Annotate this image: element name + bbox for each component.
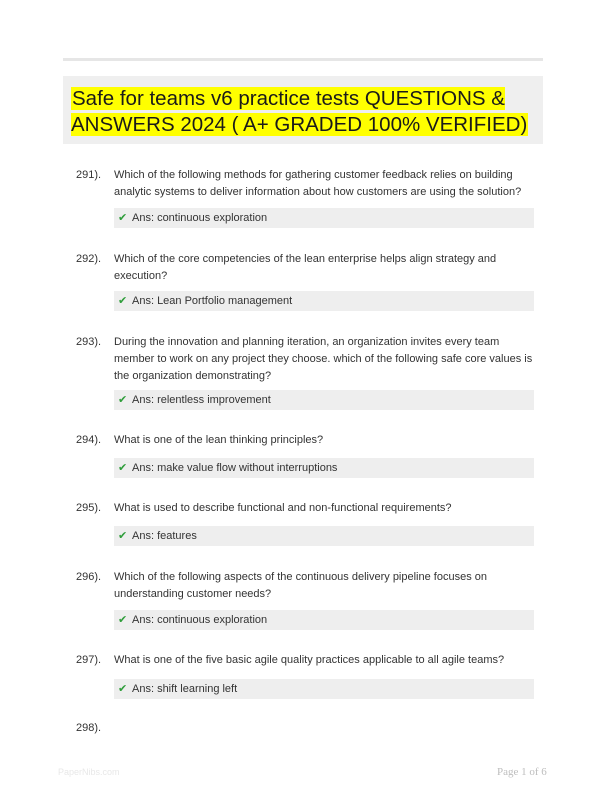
- answer-text: Ans: continuous exploration: [132, 212, 268, 224]
- question-text: What is one of the five basic agile quality practices applicable to all agile teams?: [114, 654, 505, 666]
- answer-293: [114, 390, 534, 410]
- question-number: 294).: [76, 434, 102, 446]
- answer-text: Ans: make value flow without interruptions: [132, 462, 338, 474]
- check-icon: ✔: [118, 461, 128, 474]
- question-text: What is one of the lean thinking principles?: [114, 434, 324, 446]
- question-number: 293).: [76, 336, 102, 348]
- document-title: [71, 86, 531, 138]
- question-number: 291).: [76, 169, 102, 181]
- check-icon: ✔: [118, 393, 128, 406]
- check-icon: ✔: [118, 682, 128, 695]
- check-icon: ✔: [118, 613, 128, 626]
- check-icon: ✔: [118, 529, 128, 542]
- answer-296: [114, 610, 534, 630]
- answer-297: [114, 679, 534, 699]
- answer-text: Ans: shift learning left: [132, 683, 238, 695]
- page-indicator: Page 1 of 6: [497, 766, 547, 778]
- question-number: 297).: [76, 654, 102, 666]
- question-number: 298).: [76, 722, 102, 734]
- answer-text: Ans: continuous exploration: [132, 614, 268, 626]
- question-number: 295).: [76, 502, 102, 514]
- question-text: During the innovation and planning iteration, an organization invites every team member to work on any project they choose. which of the following safe core values is the organization demonstrating?: [114, 336, 533, 382]
- answer-291: [114, 208, 534, 228]
- footer-watermark: PaperNibs.com: [58, 767, 120, 777]
- answer-294: [114, 458, 534, 478]
- answer-295: [114, 526, 534, 546]
- question-text: Which of the following aspects of the continuous delivery pipeline focuses on understanding customer needs?: [114, 571, 487, 600]
- question-text: Which of the following methods for gathering customer feedback relies on building analytic systems to deliver information about how customers are using the solution?: [114, 169, 522, 198]
- check-icon: ✔: [118, 294, 128, 307]
- question-number: 292).: [76, 253, 102, 265]
- answer-text: Ans: Lean Portfolio management: [132, 295, 293, 307]
- question-text: What is used to describe functional and non-functional requirements?: [114, 502, 452, 514]
- answer-text: Ans: relentless improvement: [132, 394, 271, 406]
- answer-292: [114, 291, 534, 311]
- title-highlight: Safe for teams v6 practice tests QUESTIONS & ANSWERS 2024 ( A+ GRADED 100% VERIFIED): [71, 87, 528, 136]
- question-number: 296).: [76, 571, 102, 583]
- check-icon: ✔: [118, 211, 128, 224]
- answer-text: Ans: features: [132, 530, 197, 542]
- question-text: Which of the core competencies of the lean enterprise helps align strategy and execution?: [114, 253, 497, 282]
- top-divider: [63, 58, 543, 61]
